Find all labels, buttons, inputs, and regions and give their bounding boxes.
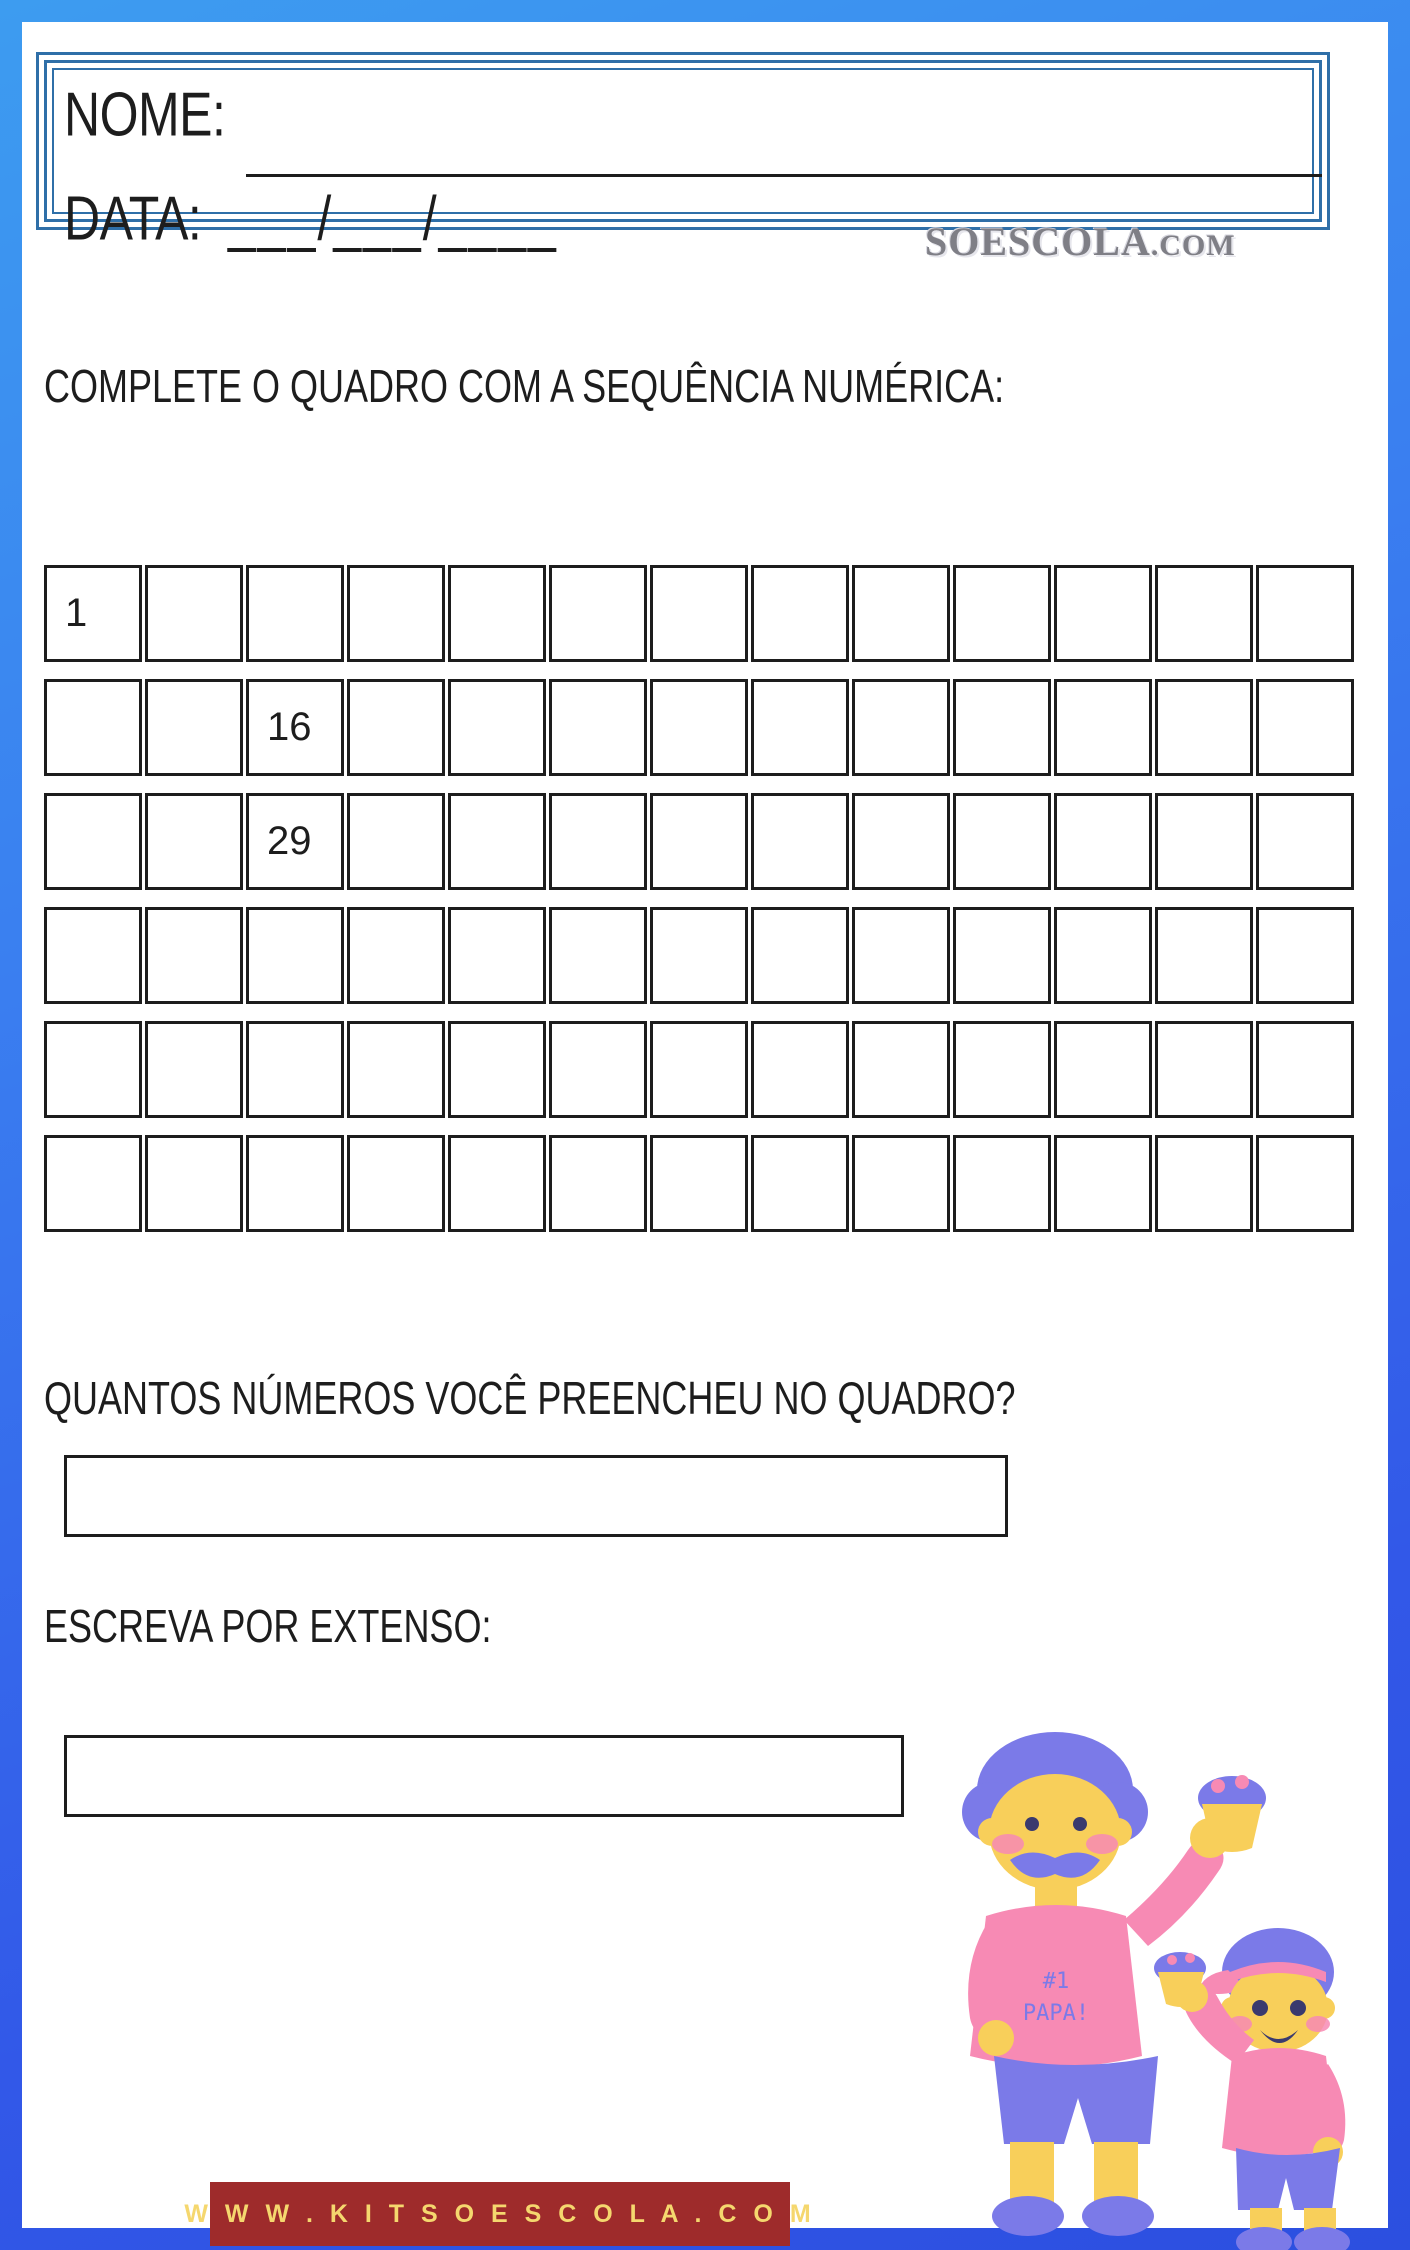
grid-cell[interactable] <box>448 1021 546 1118</box>
grid-cell[interactable] <box>751 1021 849 1118</box>
grid-cell[interactable] <box>1054 679 1152 776</box>
dad-shirt-text-line1: #1 <box>1042 1969 1070 1994</box>
grid-cell[interactable] <box>1054 1021 1152 1118</box>
grid-cell[interactable] <box>953 793 1051 890</box>
grid-cell[interactable]: 16 <box>246 679 344 776</box>
grid-cell[interactable] <box>1155 907 1253 1004</box>
grid-cell[interactable] <box>145 1135 243 1232</box>
grid-cell[interactable] <box>852 793 950 890</box>
grid-cell[interactable] <box>852 1135 950 1232</box>
grid-row <box>44 1135 1354 1232</box>
grid-cell[interactable] <box>1256 1135 1354 1232</box>
grid-cell[interactable] <box>44 1135 142 1232</box>
grid-cell[interactable] <box>852 679 950 776</box>
name-label: NOME: <box>64 79 226 150</box>
grid-cell[interactable] <box>246 1135 344 1232</box>
grid-cell[interactable] <box>953 1021 1051 1118</box>
grid-cell[interactable] <box>448 679 546 776</box>
grid-cell[interactable] <box>549 565 647 662</box>
grid-cell[interactable] <box>751 793 849 890</box>
instruction-written-question: ESCREVA POR EXTENSO: <box>44 1600 492 1653</box>
dad-shirt-text-line2: PAPA! <box>1022 2001 1090 2026</box>
grid-cell[interactable] <box>246 907 344 1004</box>
grid-cell[interactable] <box>448 793 546 890</box>
grid-cell[interactable] <box>1054 565 1152 662</box>
grid-cell[interactable] <box>549 793 647 890</box>
grid-cell[interactable] <box>44 793 142 890</box>
grid-cell[interactable] <box>347 1135 445 1232</box>
grid-cell[interactable] <box>448 907 546 1004</box>
grid-cell[interactable] <box>1256 793 1354 890</box>
grid-cell[interactable] <box>1256 1021 1354 1118</box>
grid-cell[interactable] <box>347 679 445 776</box>
grid-cell[interactable] <box>751 679 849 776</box>
answer-box-written[interactable] <box>64 1735 904 1817</box>
grid-cell[interactable]: 1 <box>44 565 142 662</box>
grid-cell[interactable] <box>347 907 445 1004</box>
instruction-main: COMPLETE O QUADRO COM A SEQUÊNCIA NUMÉRICA: <box>44 360 1005 413</box>
grid-cell[interactable] <box>650 1135 748 1232</box>
answer-box-count[interactable] <box>64 1455 1008 1537</box>
logo-suffix: .COM <box>1150 229 1236 262</box>
logo-main: SOESCOLA <box>925 219 1151 264</box>
grid-cell[interactable] <box>650 679 748 776</box>
grid-row <box>44 565 1354 662</box>
grid-cell[interactable] <box>246 565 344 662</box>
grid-cell[interactable] <box>1155 1135 1253 1232</box>
grid-cell[interactable] <box>1155 679 1253 776</box>
grid-cell[interactable] <box>44 907 142 1004</box>
grid-cell[interactable] <box>650 907 748 1004</box>
grid-cell[interactable] <box>145 907 243 1004</box>
grid-row <box>44 907 1354 1004</box>
grid-cell[interactable] <box>347 1021 445 1118</box>
grid-cell[interactable]: 29 <box>246 793 344 890</box>
grid-cell[interactable] <box>44 1021 142 1118</box>
grid-cell[interactable] <box>1054 793 1152 890</box>
grid-cell[interactable] <box>145 1021 243 1118</box>
grid-cell[interactable] <box>852 907 950 1004</box>
grid-cell[interactable] <box>145 565 243 662</box>
date-label: DATA: <box>64 183 202 254</box>
grid-cell[interactable] <box>1256 679 1354 776</box>
grid-cell[interactable] <box>347 793 445 890</box>
grid-cell[interactable] <box>1155 793 1253 890</box>
date-write-line[interactable]: ___/___/____ <box>228 183 558 254</box>
grid-row <box>44 793 1354 890</box>
soescola-logo <box>925 218 1236 265</box>
grid-cell[interactable] <box>1155 1021 1253 1118</box>
grid-cell[interactable] <box>1155 565 1253 662</box>
grid-cell[interactable] <box>549 907 647 1004</box>
grid-cell[interactable] <box>1054 1135 1152 1232</box>
grid-cell[interactable] <box>145 679 243 776</box>
grid-cell[interactable] <box>145 793 243 890</box>
grid-cell[interactable] <box>953 1135 1051 1232</box>
grid-cell[interactable] <box>852 565 950 662</box>
number-grid <box>44 565 1354 1249</box>
grid-cell[interactable] <box>549 1135 647 1232</box>
name-write-line[interactable] <box>246 174 1322 177</box>
grid-cell[interactable] <box>650 565 748 662</box>
grid-cell[interactable] <box>751 907 849 1004</box>
father-and-child-illustration <box>880 1720 1410 2250</box>
grid-cell[interactable] <box>650 793 748 890</box>
grid-cell[interactable] <box>650 1021 748 1118</box>
instruction-count-question: QUANTOS NÚMEROS VOCÊ PREENCHEU NO QUADRO? <box>44 1372 1016 1425</box>
footer-bar <box>184 2182 816 2246</box>
child-figure <box>1154 1928 1350 2250</box>
grid-cell[interactable] <box>751 1135 849 1232</box>
grid-cell[interactable] <box>549 1021 647 1118</box>
grid-row <box>44 1021 1354 1118</box>
grid-cell[interactable] <box>1256 565 1354 662</box>
grid-cell[interactable] <box>953 565 1051 662</box>
grid-cell[interactable] <box>953 679 1051 776</box>
grid-cell[interactable] <box>347 565 445 662</box>
grid-cell[interactable] <box>246 1021 344 1118</box>
grid-cell[interactable] <box>1054 907 1152 1004</box>
grid-row <box>44 679 1354 776</box>
grid-cell[interactable] <box>448 1135 546 1232</box>
grid-cell[interactable] <box>1256 907 1354 1004</box>
grid-cell[interactable] <box>549 679 647 776</box>
grid-cell[interactable] <box>852 1021 950 1118</box>
footer-website[interactable]: W W W . K I T S O E S C O L A . C O M <box>184 2199 816 2228</box>
grid-cell[interactable] <box>751 565 849 662</box>
grid-cell[interactable] <box>953 907 1051 1004</box>
grid-cell[interactable] <box>448 565 546 662</box>
grid-cell[interactable] <box>44 679 142 776</box>
